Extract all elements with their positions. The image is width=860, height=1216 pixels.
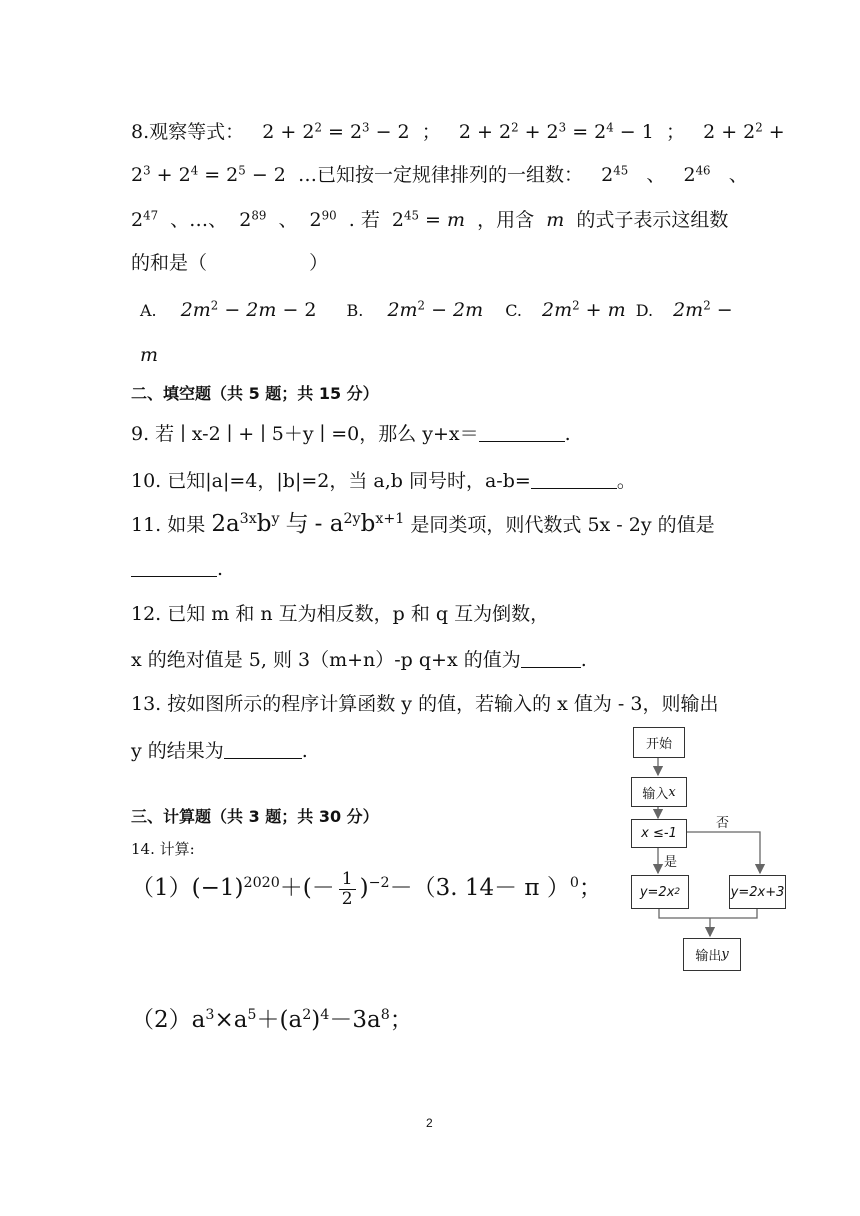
q14-p1-semicolon: ； (578, 875, 602, 901)
q8-sep1: ； (421, 121, 441, 143)
q8-option-d-cont: m (140, 344, 159, 366)
q12-end: . (580, 649, 587, 671)
line-left-merge (659, 908, 710, 918)
q8-term-47: $2^{47}$ (131, 208, 159, 231)
q8-term-90: $2^{90}$ (303, 208, 337, 231)
q8-option-d: $2m^2$ − (673, 298, 733, 321)
q8-use-text: ，用含 (477, 209, 535, 231)
q8-option-c: $2m^2 + m$ (542, 298, 626, 321)
q8-ellipsis-text: …已知按一定规律排列的一组数： (297, 164, 583, 186)
q10-end: 。 (616, 470, 636, 492)
q12-line1: 12. 已知 m 和 n 互为相反数，p 和 q 互为倒数， (131, 603, 550, 625)
q8-eq2: $2 + 2^2 + 2^3 = 2^4 - 1$ (446, 120, 660, 143)
q8-term-89: $2^{89}$ (233, 208, 267, 231)
line-right-merge (710, 908, 757, 918)
q10-text: 10. 已知|a|=4，|b|=2，当 a,b 同号时，a-b= (131, 470, 531, 492)
q14-p1-term1: $(-1)^{2020}+(-$ (191, 875, 335, 901)
q8-eq1: $2 + 2^2 = 2^3 - 2$ (250, 120, 416, 143)
section2-title: 二、填空题（共 5 题；共 15 分） (131, 384, 379, 403)
q8-dots: 、…、 (170, 209, 228, 231)
q14-p1-fraction-den: 2 (341, 888, 353, 909)
q14-p1-label: （1） (131, 875, 192, 901)
flowchart-right-formula: y=2x+3 (729, 875, 786, 909)
q11-tail: 是同类项，则代数式 5x - 2y 的值是 (410, 514, 715, 536)
q13-line1: 13. 按如图所示的程序计算函数 y 的值，若输入的 x 值为 - 3，则输出 (131, 693, 719, 715)
q8-option-a: $2m^2 - 2m - 2$ (180, 298, 317, 321)
q11-term2: - $a^{2y}b^{x+1}$ (314, 511, 405, 537)
q14-label: 14. 计算: (131, 840, 195, 858)
q8-tail-text: 的和是（ (131, 252, 208, 274)
flowchart-condition: x ≤-1 (631, 819, 687, 848)
q8-option-c-label: C. (505, 301, 522, 320)
q8-expr-text: 的式子表示这组数 (576, 209, 729, 231)
q8-eq3b: $2^3 + 2^4 = 2^5 - 2$ (131, 163, 292, 186)
flowchart-input: 输入 x (631, 777, 687, 807)
q14-p2-semicolon: ； (389, 1007, 413, 1033)
flowchart-output-label: 输出 (695, 949, 722, 964)
q9-end: . (564, 423, 571, 445)
q8-var-m: m (540, 209, 571, 231)
flowchart-yes-label: 是 (664, 855, 678, 870)
section3-title: 三、计算题（共 3 题；共 30 分） (131, 807, 379, 826)
q8-comma2: 、 (728, 164, 748, 186)
q8-if-text: . 若 (348, 209, 380, 231)
arrow-cond-no (685, 832, 760, 873)
q8-term-45: $2^{45}$ (589, 163, 629, 186)
flowchart-no-label: 否 (716, 816, 730, 831)
page-number: 2 (426, 1116, 433, 1130)
q11-label: 11. 如果 (131, 514, 206, 536)
q8-label: 8.观察等式： (131, 121, 245, 143)
q12-text: x 的绝对值是 5, 则 3（m+n）-p q+x 的值为 (131, 649, 521, 671)
flowchart-start: 开始 (633, 727, 685, 758)
q8-close-paren: ） (309, 252, 329, 274)
q8-option-b-label: B. (346, 301, 364, 320)
q8-comma1: 、 (646, 164, 666, 186)
q14-p2-label: （2） (131, 1007, 192, 1033)
q14-p1-term2: )$^{-2}$－ (359, 875, 413, 901)
flowchart-left-formula: y=2x 2 (631, 875, 689, 909)
q8-option-b: $2m^2 - 2m$ (387, 298, 484, 321)
q9-text: 9. 若 ∣ x-2 ∣ + ∣ 5＋y ∣ =0，那么 y+x＝ (131, 423, 479, 445)
q13-text: y 的结果为 (131, 740, 224, 762)
q13-end: . (301, 740, 308, 762)
q8-sep2: ； (665, 121, 685, 143)
q8-eq3a: $2 + 2^2$ + (691, 120, 785, 143)
q8-option-d-label: D. (635, 301, 654, 320)
flowchart-input-label: 输入 (642, 786, 669, 802)
q14-p1-fraction-num: 1 (339, 870, 356, 890)
q11-end: . (217, 558, 224, 580)
q14-p2-expr: $a^3\times a^5+(a^2)^4-3a^8$ (191, 1007, 390, 1033)
q14-p1-pi-expr: （3. 14－ π ） (412, 875, 570, 901)
flowchart-left-formula-text: y=2x (639, 884, 675, 900)
q8-comma3: 、 (278, 209, 298, 231)
q8-term-46: $2^{46}$ (671, 163, 711, 186)
q11-term1: $2a^{3x}b^y$ (211, 511, 280, 537)
q8-option-a-label: A. (140, 301, 157, 320)
q14-p1-zero-exp: 0 (569, 875, 579, 892)
q8-condition: $2^{45} = m$ (385, 208, 466, 231)
q11-mid: 与 (285, 511, 309, 537)
flowchart-output: 输出 y (683, 938, 741, 971)
